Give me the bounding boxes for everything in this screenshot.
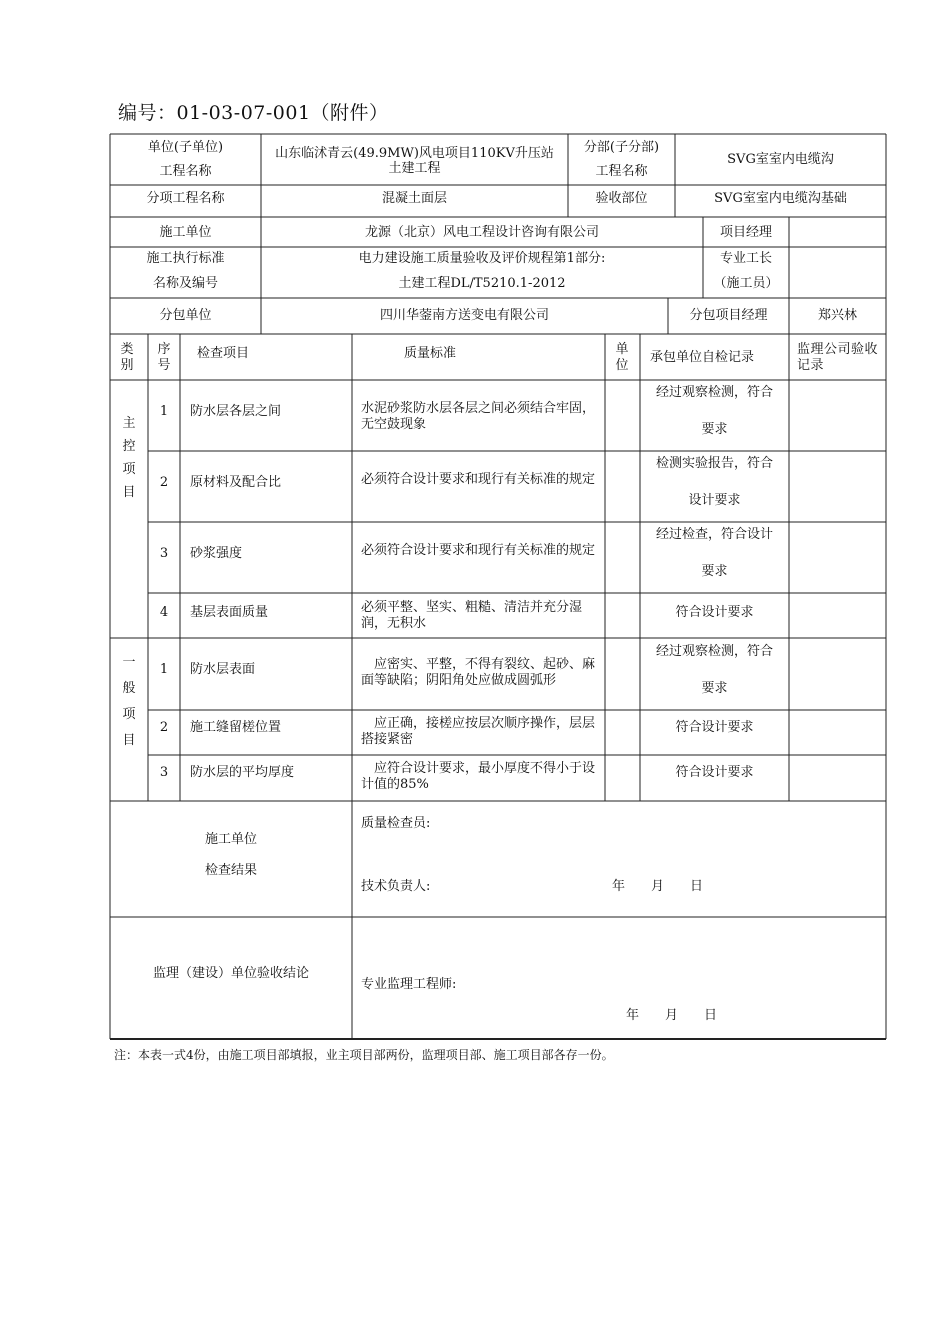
accept-label: 验收部位	[595, 191, 648, 206]
main-row-2-item: 原材料及配合比	[190, 475, 282, 490]
dept-label-line1: 分部(子分部)	[583, 140, 660, 155]
standard-label-line1: 施工执行标准	[146, 251, 225, 266]
pm-label: 项目经理	[719, 225, 772, 240]
main-row-2-seq: 2	[159, 475, 169, 490]
main-row-1-self-line2: 要求	[701, 422, 728, 437]
foreman-label-line2: （施工员）	[713, 276, 779, 291]
accept-value: SVG室室内电缆沟基础	[714, 191, 847, 206]
column-self-check: 承包单位自检记录	[650, 350, 755, 365]
general-row-1-self-line2: 要求	[701, 681, 728, 696]
supervisor-conclusion-label: 监理（建设）单位验收结论	[152, 966, 309, 981]
document-number: 编号：01-03-07-001（附件）	[118, 102, 389, 124]
contractor-label: 施工单位	[159, 225, 212, 240]
subitem-value: 混凝土面层	[381, 191, 447, 206]
column-item: 检查项目	[197, 346, 250, 361]
sub-pm-label: 分包项目经理	[689, 308, 768, 323]
main-row-2-self-line2: 设计要求	[688, 493, 741, 508]
main-row-4-item: 基层表面质量	[190, 605, 269, 620]
unit-value-line2: 土建工程	[388, 161, 441, 176]
general-row-1-self-line1: 经过观察检测，符合	[655, 644, 773, 659]
main-row-3-standard: 必须符合设计要求和现行有关标准的规定	[361, 543, 596, 558]
main-row-4-self-line1: 符合设计要求	[675, 605, 754, 620]
qc-inspector-label: 质量检查员:	[361, 816, 431, 831]
general-row-3-seq: 3	[159, 765, 169, 780]
general-row-2-item: 施工缝留槎位置	[190, 720, 282, 735]
standard-value-line1: 电力建设施工质量验收及评价规程第1部分:	[358, 251, 606, 266]
sub-pm-value: 郑兴林	[817, 308, 857, 323]
main-row-3-self-line2: 要求	[701, 564, 728, 579]
general-row-1-seq: 1	[159, 662, 169, 677]
column-standard: 质量标准	[404, 346, 457, 361]
standard-label-line2: 名称及编号	[152, 276, 218, 291]
main-row-2-self-line1: 检测实验报告，符合	[655, 456, 773, 471]
column-supervisor: 监理公司验收记录	[797, 342, 879, 373]
foreman-label-line1: 专业工长	[719, 251, 772, 266]
general-row-3-standard: 应符合设计要求，最小厚度不得小于设计值的85%	[361, 761, 596, 792]
general-row-2-standard: 应正确，接槎应按层次顺序操作，层层搭接紧密	[361, 716, 596, 747]
main-row-4-seq: 4	[159, 605, 169, 620]
general-row-2-self-line1: 符合设计要求	[675, 720, 754, 735]
group-general: 一般项目	[122, 655, 136, 748]
column-unit: 单位	[615, 342, 629, 373]
main-row-3-self-line1: 经过检查，符合设计	[655, 527, 773, 542]
unit-label-line2: 工程名称	[159, 164, 212, 179]
contractor-value: 龙源（北京）风电工程设计咨询有限公司	[364, 225, 599, 240]
main-row-1-item: 防水层各层之间	[190, 404, 282, 419]
subitem-label: 分项工程名称	[146, 191, 225, 206]
dept-label-line2: 工程名称	[595, 164, 648, 179]
general-row-1-standard: 应密实、平整，不得有裂纹、起砂、麻面等缺陷；阴阳角处应做成圆弧形	[361, 657, 596, 688]
unit-value-line1: 山东临沭青云(49.9MW)风电项目110KV升压站	[275, 146, 554, 161]
column-category: 类别	[120, 342, 134, 373]
footnote: 注：本表一式4份，由施工项目部填报，业主项目部两份，监理项目部、施工项目部各存一份。	[114, 1048, 614, 1062]
general-row-2-seq: 2	[159, 720, 169, 735]
subcontractor-value: 四川华蓥南方送变电有限公司	[379, 308, 549, 323]
column-seq: 序号	[157, 342, 171, 373]
main-row-4-standard: 必须平整、坚实、粗糙、清洁并充分湿润，无积水	[361, 600, 583, 631]
group-main-control: 主控项目	[122, 416, 136, 500]
contractor-result-label-line1: 施工单位	[204, 832, 257, 847]
subcontractor-label: 分包单位	[159, 308, 212, 323]
unit-label-line1: 单位(子单位)	[147, 140, 224, 155]
main-row-2-standard: 必须符合设计要求和现行有关标准的规定	[361, 472, 596, 487]
contractor-result-label-line2: 检查结果	[204, 863, 257, 878]
supervisor-date: 年 月 日	[626, 1008, 718, 1023]
main-row-1-seq: 1	[159, 404, 169, 419]
main-row-3-item: 砂浆强度	[190, 546, 243, 561]
main-row-1-self-line1: 经过观察检测，符合	[655, 385, 773, 400]
standard-value-line2: 土建工程DL/T5210.1-2012	[398, 276, 566, 291]
supervisor-engineer-label: 专业监理工程师:	[361, 977, 457, 992]
main-row-1-standard: 水泥砂浆防水层各层之间必须结合牢固，无空鼓现象	[361, 401, 596, 432]
dept-value: SVG室室内电缆沟	[727, 152, 834, 167]
contractor-date: 年 月 日	[612, 879, 704, 894]
general-row-1-item: 防水层表面	[190, 662, 256, 677]
tech-lead-label: 技术负责人:	[361, 879, 431, 894]
main-row-3-seq: 3	[159, 546, 169, 561]
general-row-3-self-line1: 符合设计要求	[675, 765, 754, 780]
general-row-3-item: 防水层的平均厚度	[190, 765, 295, 780]
